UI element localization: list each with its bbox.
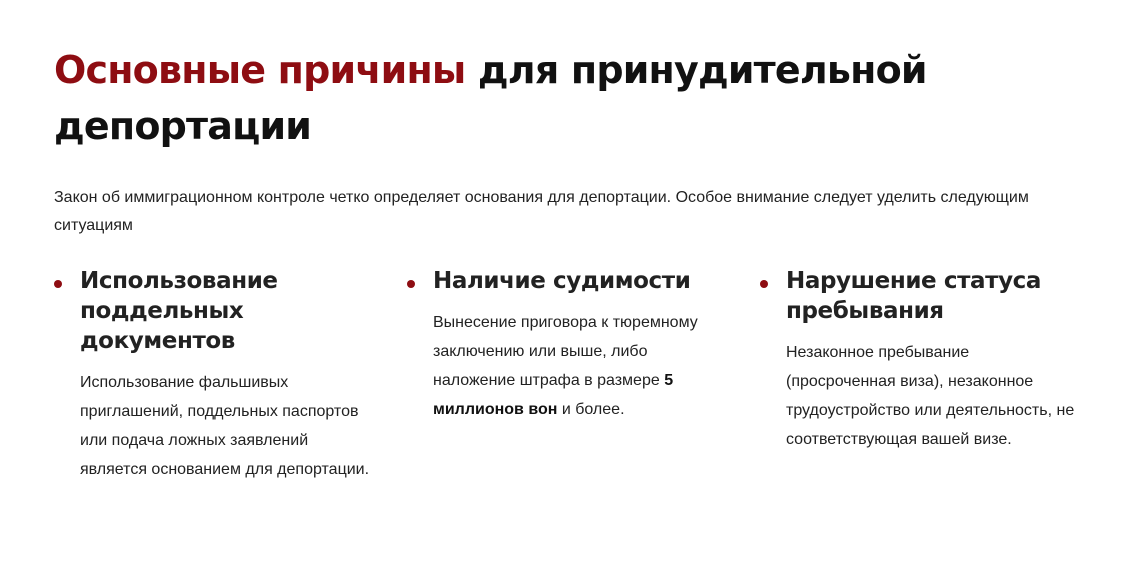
reason-item-forged-documents (54, 266, 374, 484)
page-title (54, 42, 1014, 154)
reason-title: Наличие судимости (433, 268, 691, 294)
reason-description: Использование фальшивых приглашений, поддельных паспортов или подача ложных заявлений является основанием для депортации. (80, 374, 370, 478)
bullet-icon (407, 280, 415, 288)
fine-amount: 5 миллионов вон (433, 372, 674, 418)
reason-title: Использование поддельных документов (80, 268, 278, 354)
bullet-icon (760, 280, 768, 288)
reason-title: Нарушение статуса пребывания (786, 268, 1042, 324)
reason-item-status-violation (760, 266, 1080, 454)
page-title-accent: Основные причины (54, 48, 466, 92)
page-title-rest: для принудительной депортации (54, 48, 927, 148)
reason-description (433, 308, 707, 424)
intro-paragraph: Закон об иммиграционном контроле четко определяет основания для депортации. Особое внимание следует уделить следующим ситуациям (54, 189, 1029, 234)
reason-description-end: и более. (557, 401, 625, 418)
reason-description: Незаконное пребывание (просроченная виза), незаконное трудоустройство или деятельность, не соответствующая вашей визе. (786, 344, 1075, 448)
bullet-icon (54, 280, 62, 288)
reason-item-criminal-record (407, 266, 707, 424)
reason-description-start: Вынесение приговора к тюремному заключению или выше, либо наложение штрафа в размере (433, 314, 698, 389)
